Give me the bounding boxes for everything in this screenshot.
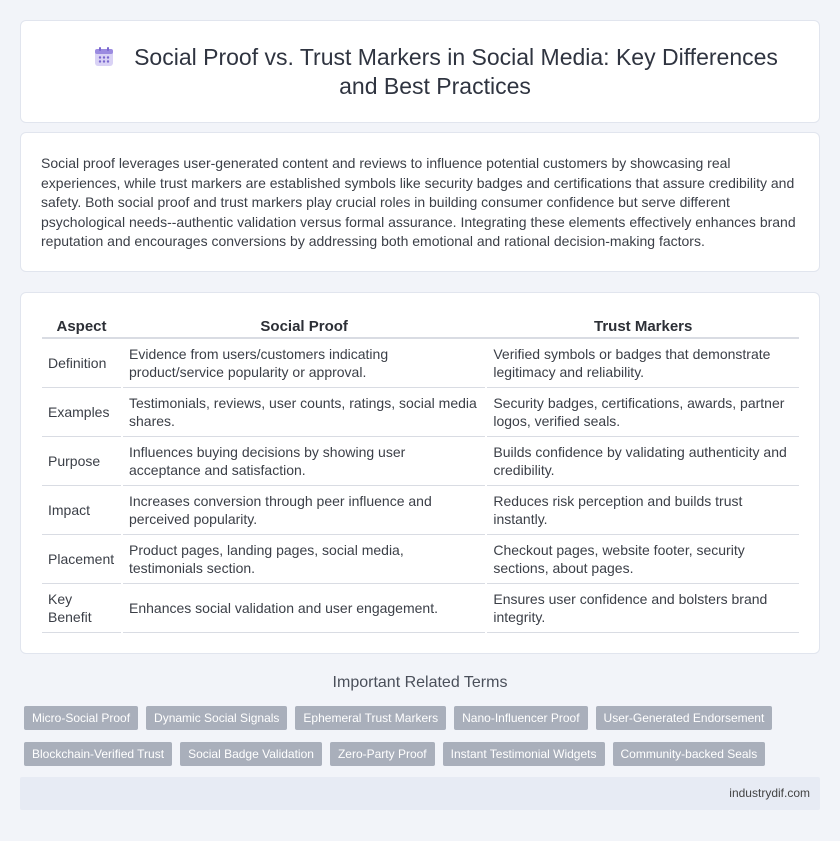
calendar-grid-icon	[92, 45, 116, 69]
comparison-table	[42, 315, 799, 633]
related-terms	[24, 706, 824, 778]
related-term-tag[interactable]: Instant Testimonial Widgets	[443, 742, 605, 766]
row-social-proof: Enhances social validation and user engagement.	[122, 583, 486, 632]
table-row	[42, 485, 799, 534]
table-row	[42, 338, 799, 387]
related-term-tag[interactable]: Community-backed Seals	[613, 742, 766, 766]
row-aspect: Purpose	[42, 436, 122, 485]
row-social-proof: Testimonials, reviews, user counts, ratings, social media shares.	[122, 387, 486, 436]
related-term-tag[interactable]: Blockchain-Verified Trust	[24, 742, 172, 766]
row-aspect: Placement	[42, 534, 122, 583]
related-term-tag[interactable]: Dynamic Social Signals	[146, 706, 287, 730]
row-social-proof: Influences buying decisions by showing user acceptance and satisfaction.	[122, 436, 486, 485]
intro-card	[20, 132, 820, 272]
page-title	[81, 43, 789, 101]
row-aspect: Definition	[42, 338, 122, 387]
header-card	[20, 20, 820, 123]
row-aspect: Impact	[42, 485, 122, 534]
table-row	[42, 436, 799, 485]
table-header-row	[42, 315, 799, 338]
tag-row	[24, 706, 824, 730]
row-social-proof: Product pages, landing pages, social media, testimonials section.	[122, 534, 486, 583]
row-trust-markers: Checkout pages, website footer, security sections, about pages.	[486, 534, 799, 583]
related-term-tag[interactable]: User-Generated Endorsement	[596, 706, 773, 730]
footer-site[interactable]: industrydif.com	[729, 786, 810, 800]
row-trust-markers: Ensures user confidence and bolsters brand integrity.	[486, 583, 799, 632]
related-term-tag[interactable]: Ephemeral Trust Markers	[295, 706, 446, 730]
row-social-proof: Increases conversion through peer influence and perceived popularity.	[122, 485, 486, 534]
header-trust-markers: Trust Markers	[486, 315, 799, 338]
tag-row	[24, 742, 824, 766]
related-term-tag[interactable]: Micro-Social Proof	[24, 706, 138, 730]
table-row	[42, 583, 799, 632]
row-trust-markers: Reduces risk perception and builds trust instantly.	[486, 485, 799, 534]
intro-paragraph: Social proof leverages user-generated content and reviews to influence potential customers by showcasing real experiences, while trust markers are established symbols like security badges and certifications that assure credibility and safety. Both social proof and trust markers play crucial roles in building consumer confidence but serve different psychological needs--authentic validation versus formal assurance. Integrating these elements effectively enhances brand reputation and encourages conversions by addressing both emotional and rational decision-making factors.	[41, 155, 796, 249]
table-row	[42, 387, 799, 436]
row-aspect: Key Benefit	[42, 583, 122, 632]
title-wrap	[81, 43, 789, 101]
header-aspect: Aspect	[42, 315, 122, 338]
row-trust-markers: Security badges, certifications, awards, partner logos, verified seals.	[486, 387, 799, 436]
row-aspect: Examples	[42, 387, 122, 436]
table-row	[42, 534, 799, 583]
comparison-table-card	[20, 292, 820, 654]
related-terms-title: Important Related Terms	[332, 674, 508, 691]
related-term-tag[interactable]: Zero-Party Proof	[330, 742, 435, 766]
related-term-tag[interactable]: Nano-Influencer Proof	[454, 706, 587, 730]
row-trust-markers: Builds confidence by validating authenticity and credibility.	[486, 436, 799, 485]
header-social-proof: Social Proof	[122, 315, 486, 338]
row-trust-markers: Verified symbols or badges that demonstrate legitimacy and reliability.	[486, 338, 799, 387]
row-social-proof: Evidence from users/customers indicating product/service popularity or approval.	[122, 338, 486, 387]
page-title-text: Social Proof vs. Trust Markers in Social Media: Key Differences and Best Practices	[134, 44, 778, 99]
related-term-tag[interactable]: Social Badge Validation	[180, 742, 322, 766]
footer	[20, 777, 820, 810]
